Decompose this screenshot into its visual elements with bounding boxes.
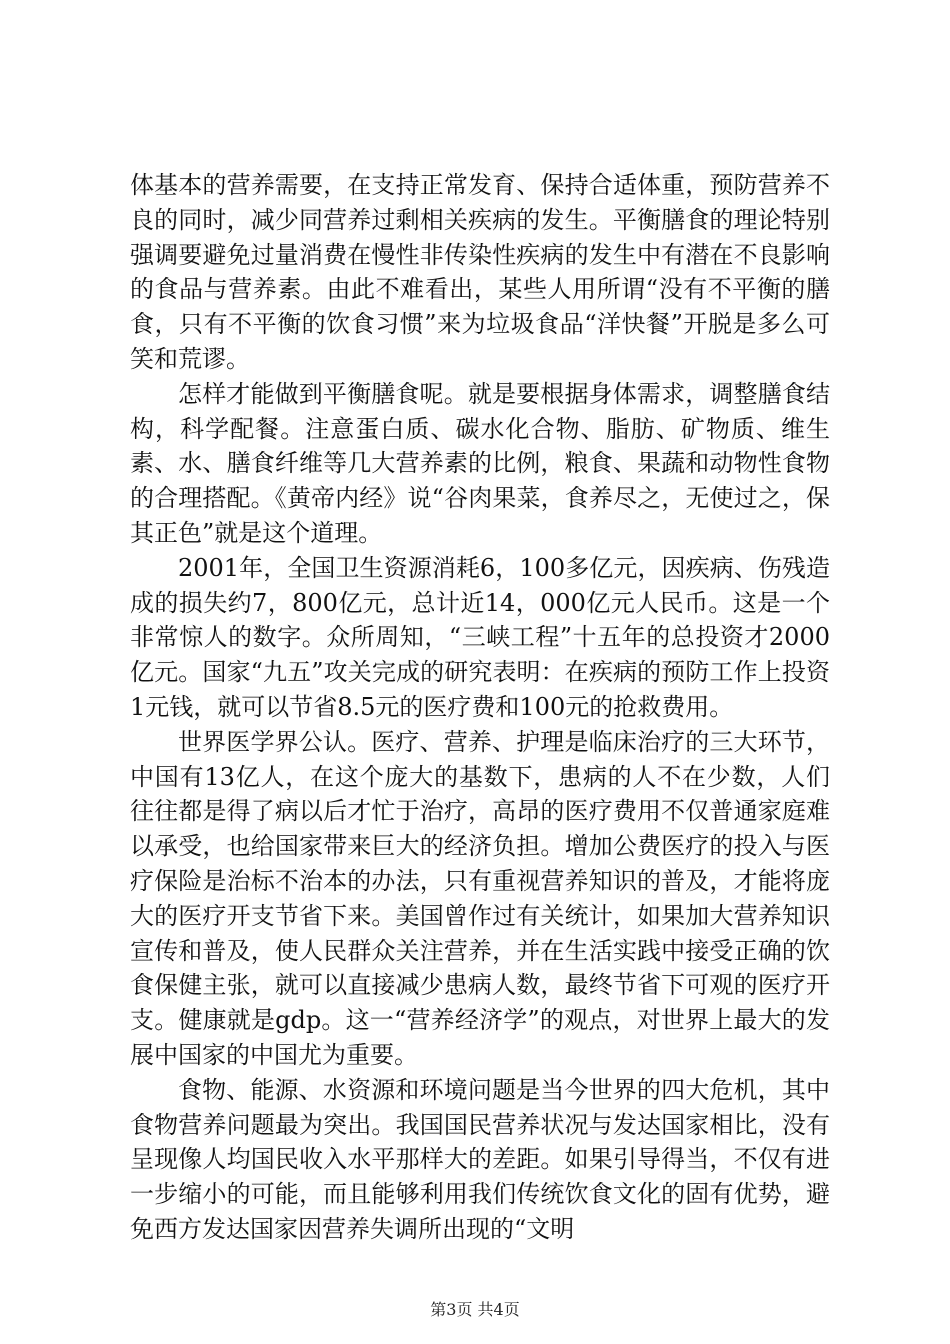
paragraph-continued: 体基本的营养需要，在支持正常发育、保持合适体重，预防营养不良的同时，减少同营养过剩相关疾病的发生。平衡膳食的理论特别强调要避免过量消费在慢性非传染性疾病的发生中有潜在不良影响的食品与营养素。由此不难看出，某些人用所谓“没有不平衡的膳食，只有不平衡的饮食习惯”来为垃圾食品“洋快餐”开脱是多么可笑和荒谬。 [130, 171, 830, 373]
page-number-footer: 第3页 共4页 [430, 1300, 520, 1319]
paragraph-world-crises: 食物、能源、水资源和环境问题是当今世界的四大危机，其中食物营养问题最为突出。我国国民营养状况与发达国家相比，没有呈现像人均国民收入水平那样大的差距。如果引导得当，不仅有进一步缩小的可能，而且能够利用我们传统饮食文化的固有优势，避免西方发达国家因营养失调所出现的“文明 [130, 1075, 830, 1243]
paragraph-medical-consensus: 世界医学界公认。医疗、营养、护理是临床治疗的三大环节，中国有13亿人，在这个庞大的基数下，患病的人不在少数，人们往往都是得了病以后才忙于治疗，高昂的医疗费用不仅普通家庭难以承受，也给国家带来巨大的经济负担。增加公费医疗的投入与医疗保险是治标不治本的办法，只有重视营养知识的普及，才能将庞大的医疗开支节省下来。美国曾作过有关统计，如果加大营养知识宣传和普及，使人民群众关注营养，并在生活实践中接受正确的饮食保健主张，就可以直接减少患病人数，最终节省下可观的医疗开支。健康就是gdp。这一“营养经济学”的观点，对世界上最大的发展中国家的中国尤为重要。 [130, 727, 830, 1069]
paragraph-balanced-diet: 怎样才能做到平衡膳食呢。就是要根据身体需求，调整膳食结构，科学配餐。注意蛋白质、碳水化合物、脂肪、矿物质、维生素、水、膳食纤维等几大营养素的比例，粮食、果蔬和动物性食物的合理搭配。《黄帝内经》说“谷肉果菜，食养尽之，无使过之，保其正色”就是这个道理。 [130, 379, 830, 547]
paragraph-health-costs: 2001年，全国卫生资源消耗6，100多亿元，因疾病、伤残造成的损失约7，800亿元，总计近14，000亿元人民币。这是一个非常惊人的数字。众所周知，“三峡工程”十五年的总投资才2000亿元。国家“九五”攻关完成的研究表明：在疾病的预防工作上投资1元钱，就可以节省8.5元的医疗费和100元的抢救费用。 [130, 553, 830, 721]
document-body [130, 168, 830, 1247]
